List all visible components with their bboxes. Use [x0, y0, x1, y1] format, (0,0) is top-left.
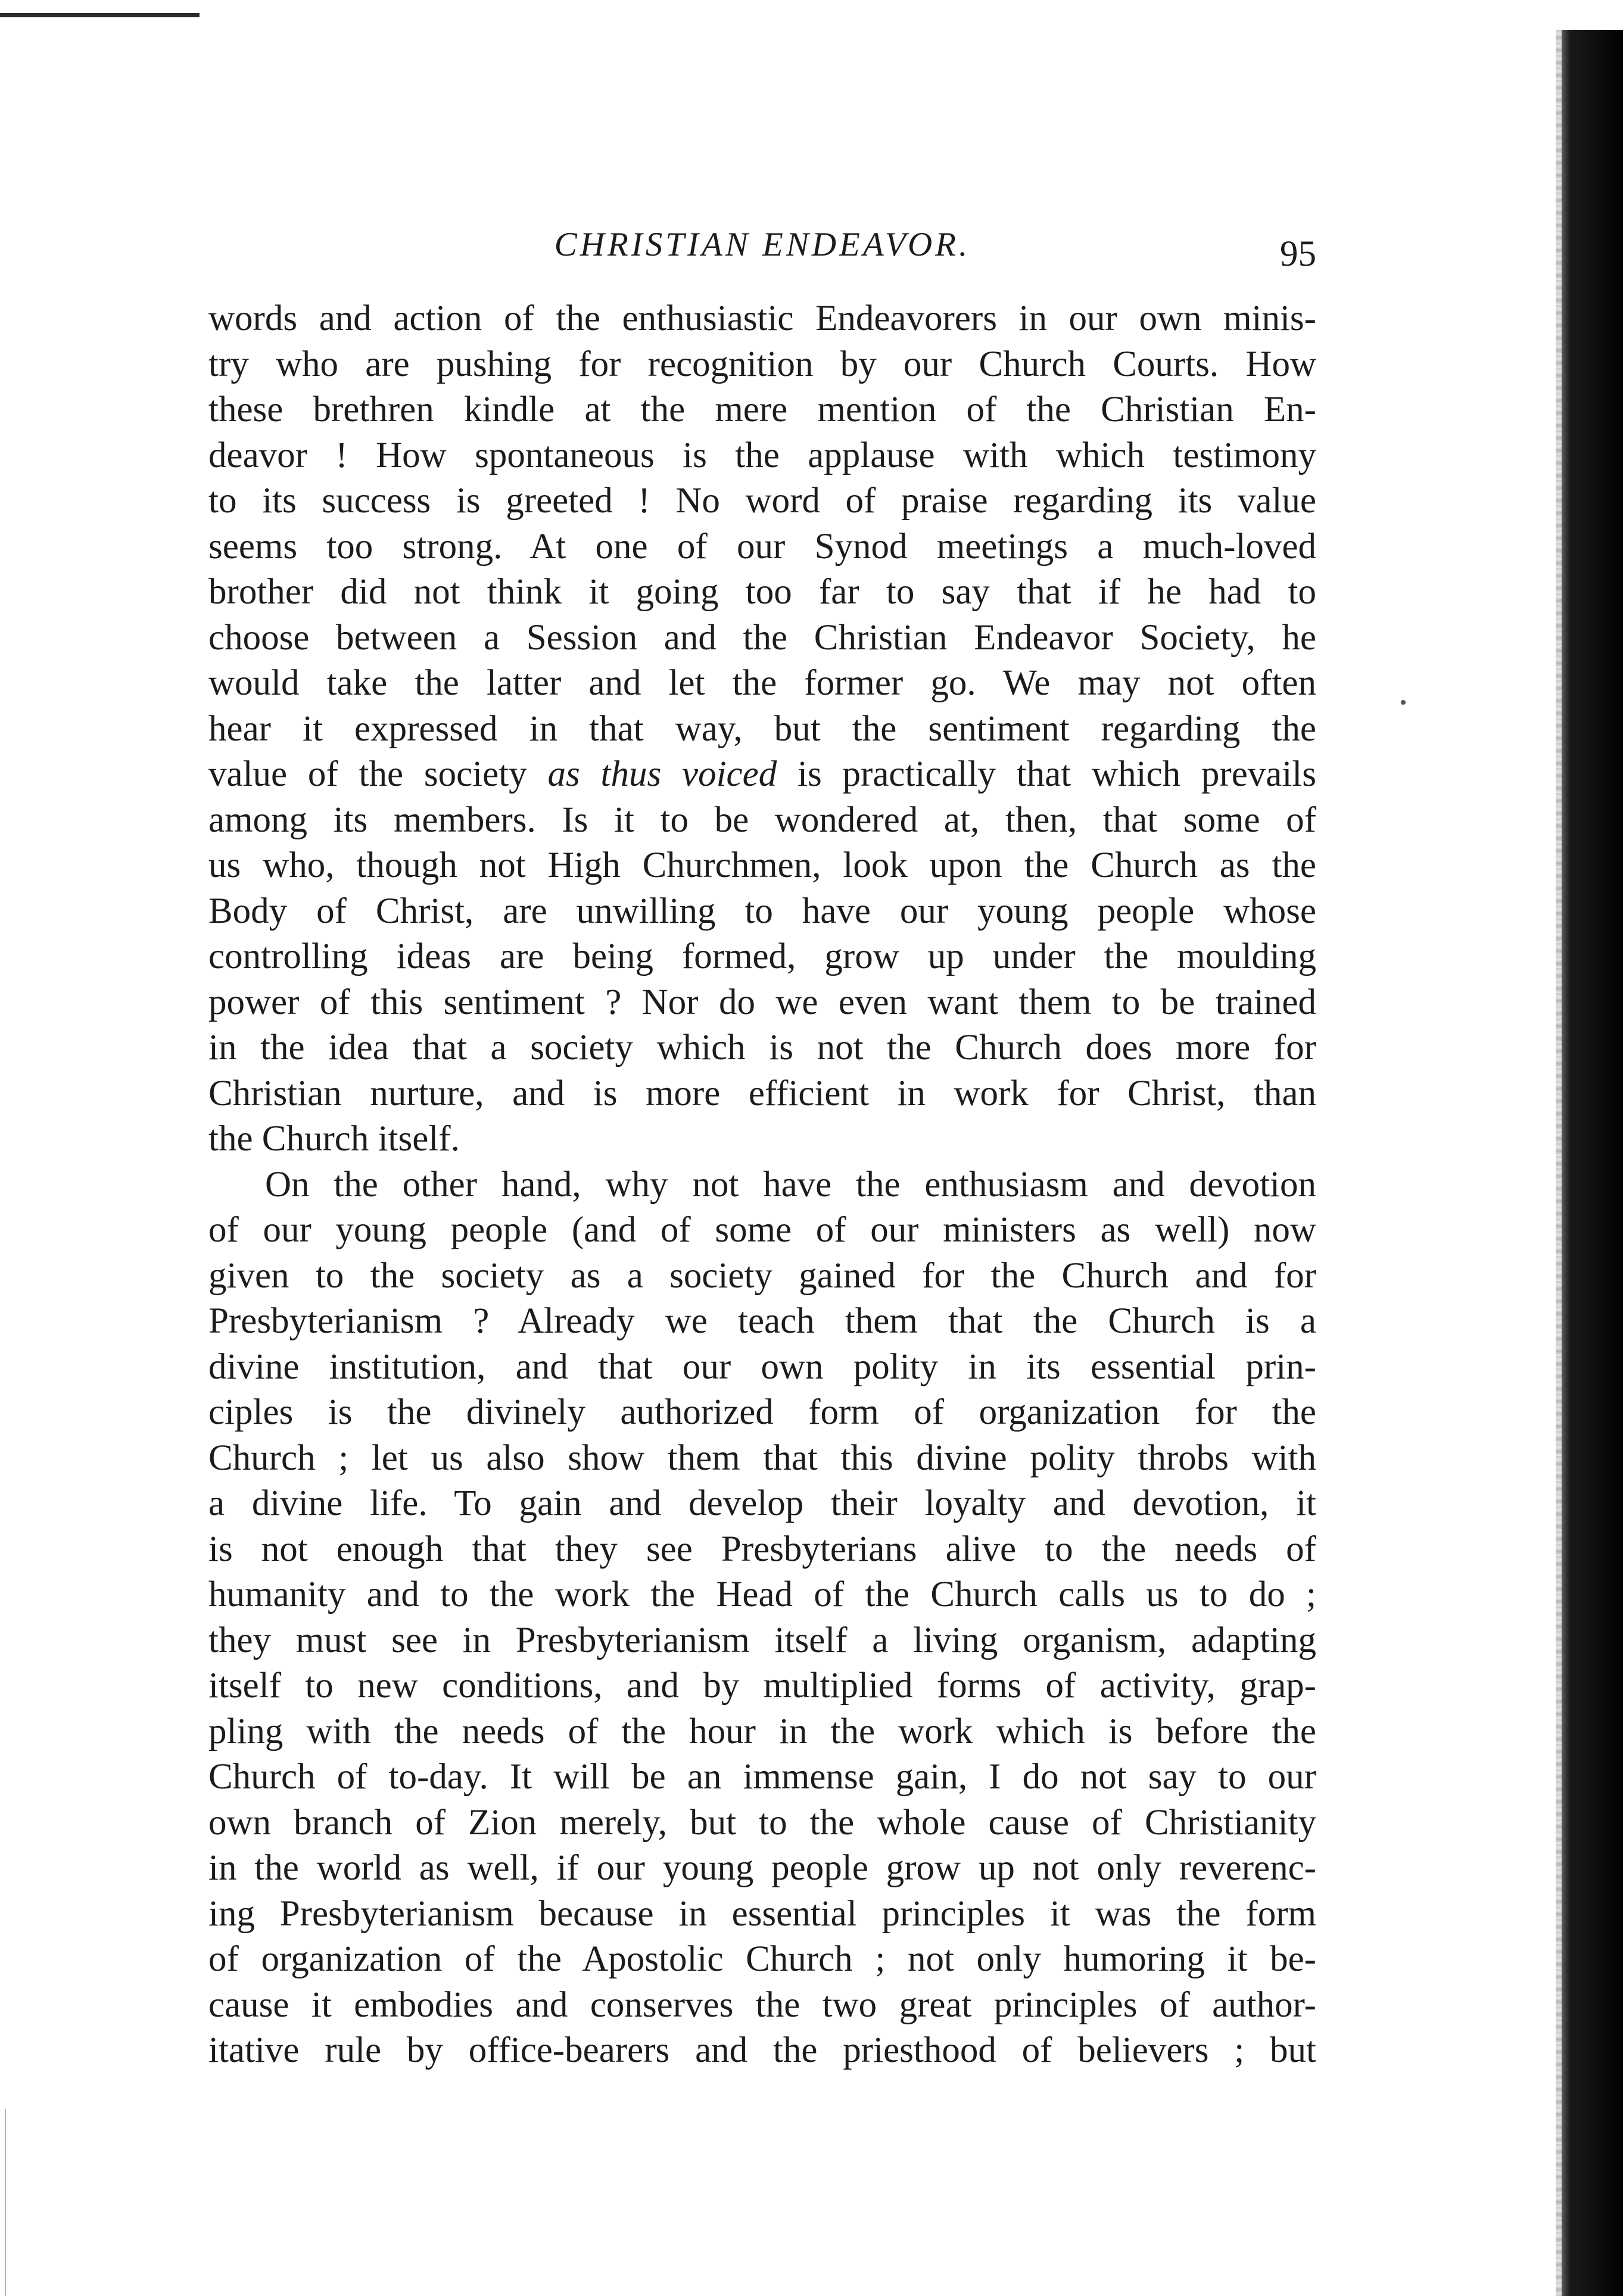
- running-head-title: CHRISTIAN ENDEAVOR.: [554, 226, 971, 263]
- text-line: itative rule by office-bearers and the priesthood of believers ; but: [208, 2030, 1316, 2070]
- text-line: try who are pushing for recognition by our Church Courts. How: [208, 344, 1316, 384]
- text-line: divine institution, and that our own polity in its essential prin-: [208, 1346, 1316, 1387]
- text-line: in the idea that a society which is not the Church does more for: [208, 1028, 1316, 1068]
- text-line: these brethren kindle at the mere mention of the Christian En-: [208, 390, 1316, 430]
- text-line: of our young people (and of some of our ministers as well) now: [208, 1210, 1316, 1250]
- text-line: to its success is greeted ! No word of praise regarding its value: [208, 481, 1316, 521]
- text-line: Church ; let us also show them that this divine polity throbs with: [208, 1438, 1316, 1478]
- text-line: cause it embodies and conserves the two great principles of author-: [208, 1984, 1316, 2025]
- text-line: brother did not think it going too far to say that if he had to: [208, 572, 1316, 612]
- text-line: words and action of the enthusiastic Endeavorers in our own minis-: [208, 298, 1316, 338]
- text-line: among its members. Is it to be wondered at, then, that some of: [208, 799, 1316, 840]
- text-segment: is practically that which prevails: [777, 754, 1316, 794]
- running-head: [208, 225, 1316, 285]
- text-line: choose between a Session and the Christian Endeavor Society, he: [208, 617, 1316, 658]
- book-spine-shadow: [1562, 30, 1623, 2296]
- text-line: is not enough that they see Presbyterians alive to the needs of: [208, 1529, 1316, 1569]
- text-line: humanity and to the work the Head of the Church calls us to do ;: [208, 1575, 1316, 1614]
- body-text: [208, 296, 1316, 2074]
- text-line: ing Presbyterianism because in essential principles it was the form: [208, 1893, 1316, 1934]
- margin-speck: [1401, 700, 1406, 705]
- text-line: hear it expressed in that way, but the sentiment regarding the: [208, 708, 1316, 749]
- text-line: deavor ! How spontaneous is the applause with which testimony: [208, 435, 1316, 475]
- text-line: own branch of Zion merely, but to the whole cause of Christianity: [208, 1802, 1316, 1843]
- text-line: Presbyterianism ? Already we teach them that the Church is a: [208, 1301, 1316, 1341]
- text-line: of organization of the Apostolic Church ; not only humoring it be-: [208, 1939, 1316, 1979]
- text-line: would take the latter and let the former go. We may not often: [208, 663, 1316, 703]
- text-line: Christian nurture, and is more efficient in work for Christ, than: [208, 1073, 1316, 1113]
- text-line: in the world as well, if our young people grow up not only reverenc-: [208, 1848, 1316, 1888]
- text-line: power of this sentiment ? Nor do we even want them to be trained: [208, 982, 1316, 1022]
- text-line: controlling ideas are being formed, grow up under the moulding: [208, 937, 1316, 976]
- text-line: ciples is the divinely authorized form of organization for the: [208, 1392, 1316, 1432]
- text-line: a divine life. To gain and develop their loyalty and devotion, it: [208, 1483, 1316, 1523]
- text-line: the Church itself.: [208, 1119, 460, 1159]
- book-spine-edge: [1556, 30, 1562, 2296]
- text-line: pling with the needs of the hour in the work which is before the: [208, 1711, 1316, 1751]
- text-line: given to the society as a society gained for the Church and for: [208, 1255, 1316, 1296]
- top-rule: [0, 13, 200, 17]
- text-line: On the other hand, why not have the enthusiasm and devotion: [265, 1164, 1316, 1205]
- page-number: 95: [1280, 234, 1316, 274]
- italic-phrase: as thus voiced: [547, 754, 777, 794]
- text-segment: value of the society: [208, 754, 548, 794]
- text-line: they must see in Presbyterianism itself a living organism, adapting: [208, 1620, 1316, 1660]
- text-line: itself to new conditions, and by multiplied forms of activity, grap-: [208, 1666, 1316, 1706]
- text-line: seems too strong. At one of our Synod meetings a much-loved: [208, 526, 1316, 567]
- text-line: Church of to-day. It will be an immense gain, I do not say to our: [208, 1757, 1316, 1797]
- margin-scan-line: [5, 2109, 6, 2296]
- text-line-with-italic: [208, 752, 1316, 798]
- text-line: us who, though not High Churchmen, look upon the Church as the: [208, 845, 1316, 885]
- text-line: Body of Christ, are unwilling to have our young people whose: [208, 891, 1316, 931]
